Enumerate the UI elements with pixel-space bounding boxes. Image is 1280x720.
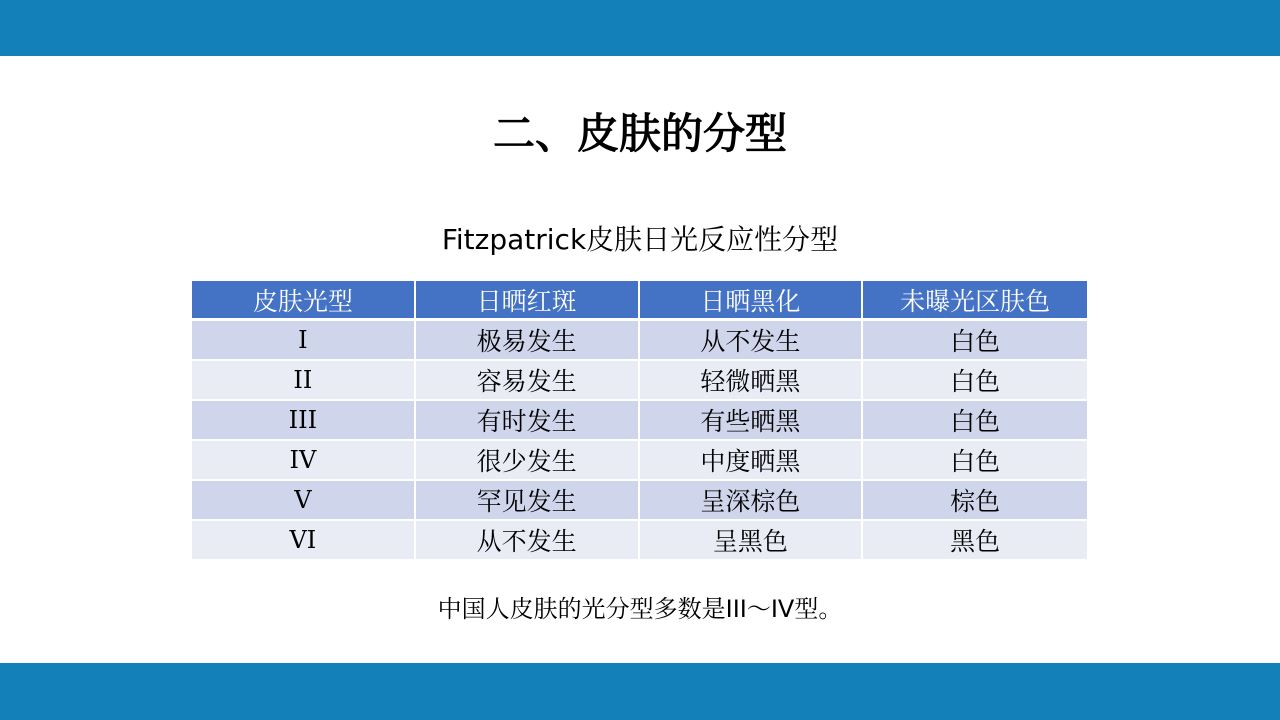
cell-tanning: 从不发生	[640, 318, 864, 359]
cell-sunburn: 容易发生	[416, 359, 640, 399]
cell-sunburn: 有时发生	[416, 399, 640, 439]
table-row	[192, 399, 1087, 439]
header-unexposed-color: 未曝光区肤色	[863, 281, 1087, 318]
slide-title: 二、皮肤的分型	[492, 109, 787, 158]
cell-skin-type: VI	[192, 519, 416, 559]
cell-tanning: 呈深棕色	[640, 479, 864, 519]
table-header-row	[192, 281, 1087, 318]
cell-sunburn: 很少发生	[416, 439, 640, 479]
cell-sunburn: 从不发生	[416, 519, 640, 559]
table-caption: Fitzpatrick皮肤日光反应性分型	[441, 223, 839, 256]
cell-unexposed-color: 白色	[863, 399, 1087, 439]
table-row	[192, 318, 1087, 359]
cell-unexposed-color: 白色	[863, 439, 1087, 479]
skin-type-table-container	[192, 281, 1087, 559]
cell-unexposed-color: 白色	[863, 359, 1087, 399]
table-row	[192, 519, 1087, 559]
top-banner	[0, 0, 1280, 56]
cell-skin-type: IV	[192, 439, 416, 479]
header-tanning: 日晒黑化	[640, 281, 864, 318]
table-row	[192, 479, 1087, 519]
cell-skin-type: III	[192, 399, 416, 439]
cell-skin-type: V	[192, 479, 416, 519]
cell-unexposed-color: 白色	[863, 318, 1087, 359]
header-skin-type: 皮肤光型	[192, 281, 416, 318]
cell-unexposed-color: 棕色	[863, 479, 1087, 519]
cell-unexposed-color: 黑色	[863, 519, 1087, 559]
bottom-banner	[0, 663, 1280, 720]
table-row	[192, 439, 1087, 479]
table-row	[192, 359, 1087, 399]
cell-skin-type: II	[192, 359, 416, 399]
skin-type-table	[192, 281, 1087, 559]
cell-tanning: 中度晒黑	[640, 439, 864, 479]
cell-tanning: 有些晒黑	[640, 399, 864, 439]
cell-sunburn: 极易发生	[416, 318, 640, 359]
cell-tanning: 呈黑色	[640, 519, 864, 559]
cell-sunburn: 罕见发生	[416, 479, 640, 519]
header-sunburn: 日晒红斑	[416, 281, 640, 318]
cell-tanning: 轻微晒黑	[640, 359, 864, 399]
footnote-text: 中国人皮肤的光分型多数是III～IV型。	[437, 595, 843, 623]
cell-skin-type: I	[192, 318, 416, 359]
